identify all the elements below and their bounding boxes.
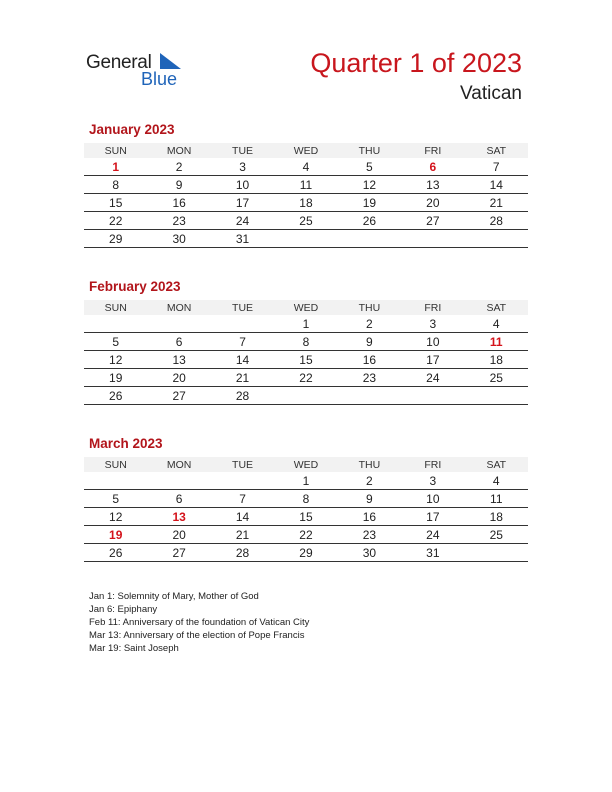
weekday-header: SUN xyxy=(84,300,147,315)
day-cell: 24 xyxy=(401,526,464,544)
day-cell: 5 xyxy=(84,490,147,508)
holiday-item: Mar 19: Saint Joseph xyxy=(89,643,179,654)
weekday-header: FRI xyxy=(401,143,464,158)
day-cell: 19 xyxy=(84,526,147,544)
month-title: March 2023 xyxy=(89,436,163,451)
day-cell: 6 xyxy=(147,490,210,508)
day-cell: 14 xyxy=(211,508,274,526)
day-cell: 4 xyxy=(465,472,528,490)
weekday-header: TUE xyxy=(211,300,274,315)
weekday-header: WED xyxy=(274,143,337,158)
day-cell: 13 xyxy=(147,508,210,526)
week-row xyxy=(84,369,528,387)
day-cell: 27 xyxy=(147,387,210,405)
day-cell: 18 xyxy=(465,508,528,526)
month-title: January 2023 xyxy=(89,122,175,137)
day-cell: 12 xyxy=(338,176,401,194)
week-row xyxy=(84,351,528,369)
weekday-header: TUE xyxy=(211,457,274,472)
weekday-header: WED xyxy=(274,300,337,315)
day-cell: 21 xyxy=(211,369,274,387)
day-cell: 26 xyxy=(338,212,401,230)
day-cell: 11 xyxy=(465,333,528,351)
day-cell xyxy=(465,544,528,562)
week-row xyxy=(84,472,528,490)
day-cell xyxy=(211,472,274,490)
day-cell: 23 xyxy=(338,526,401,544)
day-cell: 6 xyxy=(147,333,210,351)
weekday-header: MON xyxy=(147,457,210,472)
day-cell xyxy=(465,387,528,405)
day-cell: 22 xyxy=(274,369,337,387)
weekday-header: FRI xyxy=(401,300,464,315)
day-cell: 15 xyxy=(84,194,147,212)
day-cell: 30 xyxy=(147,230,210,248)
day-cell: 18 xyxy=(465,351,528,369)
day-cell: 17 xyxy=(401,508,464,526)
day-cell: 12 xyxy=(84,508,147,526)
weekday-header: WED xyxy=(274,457,337,472)
month-title: February 2023 xyxy=(89,279,181,294)
day-cell: 28 xyxy=(211,544,274,562)
day-cell: 14 xyxy=(211,351,274,369)
day-cell: 16 xyxy=(338,508,401,526)
day-cell xyxy=(84,472,147,490)
weekday-header: SAT xyxy=(465,457,528,472)
day-cell: 23 xyxy=(147,212,210,230)
weekday-header: MON xyxy=(147,300,210,315)
country-name: Vatican xyxy=(460,83,522,104)
day-cell: 3 xyxy=(211,158,274,176)
day-cell: 8 xyxy=(274,490,337,508)
day-cell: 6 xyxy=(401,158,464,176)
day-cell: 12 xyxy=(84,351,147,369)
holiday-item: Mar 13: Anniversary of the election of Pope Francis xyxy=(89,630,305,641)
day-cell: 9 xyxy=(338,333,401,351)
day-cell: 22 xyxy=(274,526,337,544)
day-cell: 25 xyxy=(465,526,528,544)
weekday-header: MON xyxy=(147,143,210,158)
month-grid xyxy=(84,457,528,562)
weekday-header: SAT xyxy=(465,300,528,315)
page-title: Quarter 1 of 2023 xyxy=(310,48,522,78)
day-cell: 2 xyxy=(147,158,210,176)
holiday-list xyxy=(89,590,309,655)
weekday-header: SUN xyxy=(84,457,147,472)
day-cell: 17 xyxy=(401,351,464,369)
month-calendar xyxy=(84,279,528,405)
logo-triangle-icon xyxy=(160,51,182,69)
month-calendar xyxy=(84,436,528,562)
day-cell: 10 xyxy=(211,176,274,194)
day-cell: 1 xyxy=(274,472,337,490)
day-cell: 1 xyxy=(274,315,337,333)
day-cell: 20 xyxy=(147,369,210,387)
day-cell: 26 xyxy=(84,544,147,562)
day-cell xyxy=(147,315,210,333)
weekday-header: SAT xyxy=(465,143,528,158)
weekday-header: THU xyxy=(338,457,401,472)
day-cell: 20 xyxy=(147,526,210,544)
month-grid xyxy=(84,143,528,248)
day-cell: 2 xyxy=(338,472,401,490)
week-row xyxy=(84,158,528,176)
logo-blue-text: Blue xyxy=(141,69,178,89)
day-cell: 27 xyxy=(147,544,210,562)
day-cell: 21 xyxy=(465,194,528,212)
day-cell: 28 xyxy=(465,212,528,230)
day-cell: 13 xyxy=(401,176,464,194)
week-row xyxy=(84,387,528,405)
day-cell: 27 xyxy=(401,212,464,230)
holiday-item: Feb 11: Anniversary of the foundation of Vatican City xyxy=(89,617,310,628)
week-row xyxy=(84,544,528,562)
week-row xyxy=(84,490,528,508)
day-cell: 2 xyxy=(338,315,401,333)
day-cell: 22 xyxy=(84,212,147,230)
day-cell: 5 xyxy=(84,333,147,351)
day-cell: 5 xyxy=(338,158,401,176)
day-cell xyxy=(401,387,464,405)
day-cell: 31 xyxy=(401,544,464,562)
day-cell: 9 xyxy=(338,490,401,508)
day-cell: 15 xyxy=(274,508,337,526)
day-cell: 20 xyxy=(401,194,464,212)
day-cell: 9 xyxy=(147,176,210,194)
week-row xyxy=(84,526,528,544)
day-cell: 16 xyxy=(147,194,210,212)
week-row xyxy=(84,212,528,230)
day-cell: 19 xyxy=(338,194,401,212)
day-cell: 18 xyxy=(274,194,337,212)
day-cell: 7 xyxy=(465,158,528,176)
day-cell: 8 xyxy=(274,333,337,351)
day-cell xyxy=(211,315,274,333)
day-cell: 26 xyxy=(84,387,147,405)
day-cell: 3 xyxy=(401,315,464,333)
day-cell: 11 xyxy=(465,490,528,508)
week-row xyxy=(84,508,528,526)
day-cell xyxy=(338,387,401,405)
month-grid xyxy=(84,300,528,405)
day-cell: 15 xyxy=(274,351,337,369)
day-cell xyxy=(147,472,210,490)
week-row xyxy=(84,230,528,248)
day-cell xyxy=(274,387,337,405)
day-cell: 28 xyxy=(211,387,274,405)
day-cell: 29 xyxy=(84,230,147,248)
day-cell: 25 xyxy=(465,369,528,387)
day-cell: 25 xyxy=(274,212,337,230)
day-cell: 4 xyxy=(465,315,528,333)
week-row xyxy=(84,176,528,194)
week-row xyxy=(84,315,528,333)
day-cell: 3 xyxy=(401,472,464,490)
day-cell: 30 xyxy=(338,544,401,562)
logo xyxy=(86,50,196,90)
day-cell: 21 xyxy=(211,526,274,544)
weekday-header: SUN xyxy=(84,143,147,158)
day-cell: 17 xyxy=(211,194,274,212)
logo-general-text: General xyxy=(86,52,152,73)
day-cell: 29 xyxy=(274,544,337,562)
month-calendar xyxy=(84,122,528,248)
day-cell xyxy=(84,315,147,333)
weekday-header: THU xyxy=(338,300,401,315)
holiday-item: Jan 6: Epiphany xyxy=(89,604,158,615)
day-cell: 10 xyxy=(401,490,464,508)
day-cell xyxy=(401,230,464,248)
day-cell xyxy=(338,230,401,248)
day-cell: 24 xyxy=(211,212,274,230)
weekday-header: TUE xyxy=(211,143,274,158)
day-cell: 19 xyxy=(84,369,147,387)
day-cell xyxy=(274,230,337,248)
day-cell: 7 xyxy=(211,333,274,351)
day-cell: 31 xyxy=(211,230,274,248)
day-cell: 4 xyxy=(274,158,337,176)
day-cell: 11 xyxy=(274,176,337,194)
day-cell: 23 xyxy=(338,369,401,387)
day-cell: 16 xyxy=(338,351,401,369)
day-cell: 14 xyxy=(465,176,528,194)
holiday-item: Jan 1: Solemnity of Mary, Mother of God xyxy=(89,591,259,602)
week-row xyxy=(84,333,528,351)
day-cell xyxy=(465,230,528,248)
day-cell: 7 xyxy=(211,490,274,508)
day-cell: 24 xyxy=(401,369,464,387)
day-cell: 8 xyxy=(84,176,147,194)
weekday-header: THU xyxy=(338,143,401,158)
week-row xyxy=(84,194,528,212)
weekday-header: FRI xyxy=(401,457,464,472)
day-cell: 13 xyxy=(147,351,210,369)
day-cell: 1 xyxy=(84,158,147,176)
day-cell: 10 xyxy=(401,333,464,351)
